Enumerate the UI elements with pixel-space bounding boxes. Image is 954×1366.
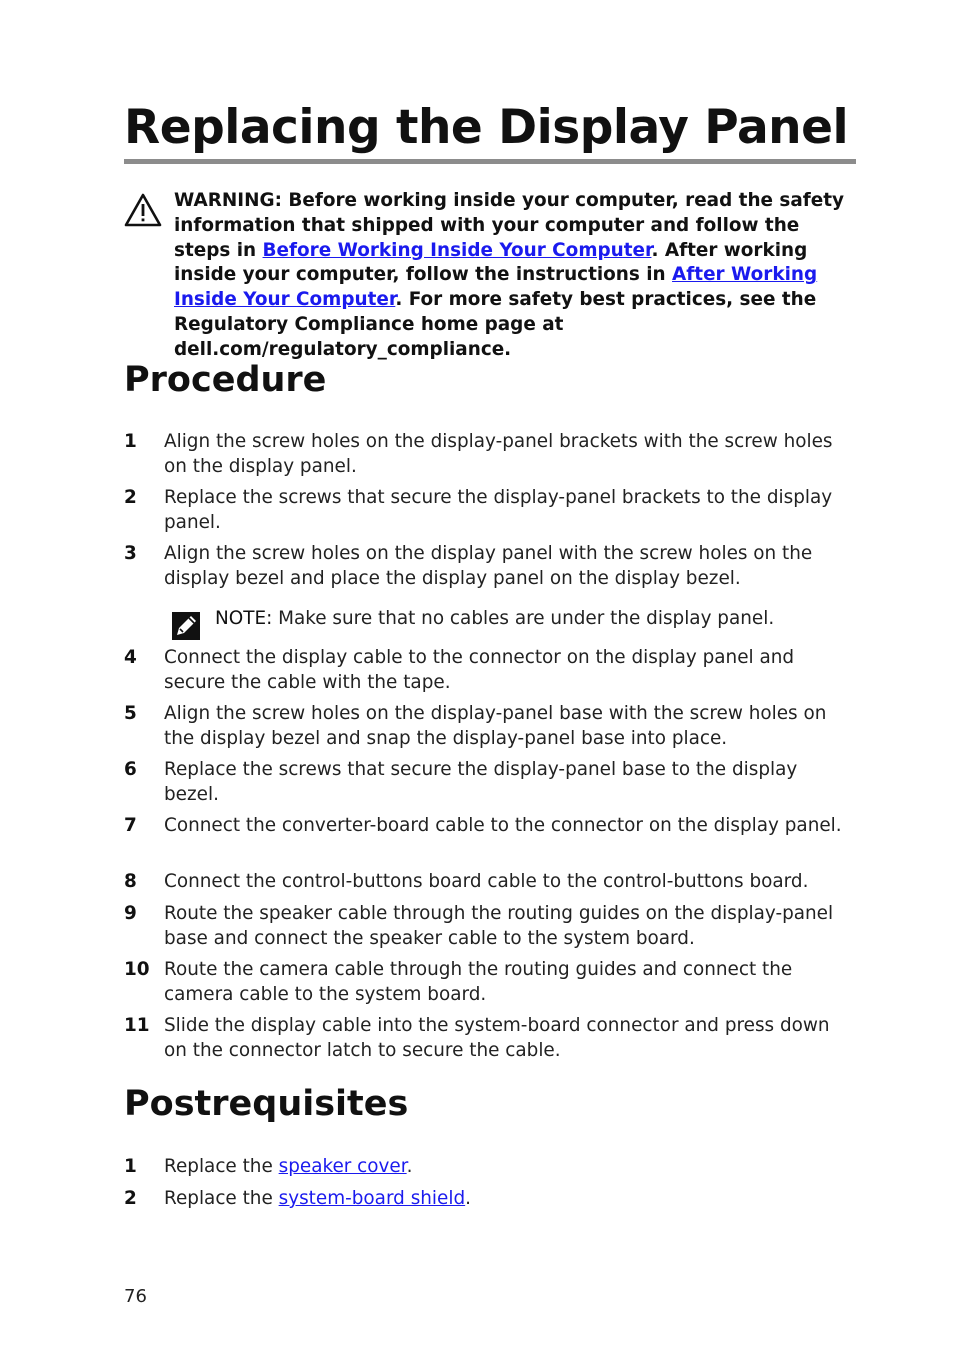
step-number: 9 xyxy=(124,903,137,924)
postrequisites-heading: Postrequisites xyxy=(124,1084,409,1124)
step-text: Route the speaker cable through the routing guides on the display-panel base and connect the speaker cable to the system board. xyxy=(164,903,834,950)
after-working-link[interactable]: After Working Inside Your Computer xyxy=(174,264,818,311)
step-prefix: Replace the xyxy=(164,1156,279,1177)
note-label: NOTE: xyxy=(215,608,273,629)
warning-triangle-icon xyxy=(124,193,162,227)
speaker-cover-link[interactable]: speaker cover xyxy=(278,1156,407,1177)
step-number: 5 xyxy=(124,703,137,724)
note-text xyxy=(215,606,774,631)
step-prefix: Replace the xyxy=(164,1188,279,1209)
step-text: Connect the display cable to the connector on the display panel and secure the cable with the tape. xyxy=(164,647,795,694)
step-number: 6 xyxy=(124,759,137,780)
step-text: Align the screw holes on the display panel with the screw holes on the display bezel and place the display panel on the display bezel. xyxy=(164,543,813,590)
before-working-link[interactable]: Before Working Inside Your Computer xyxy=(262,239,652,261)
page-title: Replacing the Display Panel xyxy=(124,100,849,155)
step-text: Align the screw holes on the display-panel brackets with the screw holes on the display panel. xyxy=(164,431,833,478)
step-number: 1 xyxy=(124,1156,137,1177)
step-number: 8 xyxy=(124,871,137,892)
step-number: 1 xyxy=(124,431,137,452)
step-text: Connect the converter-board cable to the connector on the display panel. xyxy=(164,815,842,836)
step-number: 4 xyxy=(124,647,137,668)
step-text: Route the camera cable through the routing guides and connect the camera cable to the system board. xyxy=(164,959,793,1006)
title-underline xyxy=(124,159,856,164)
step-suffix: . xyxy=(465,1188,472,1209)
step-text xyxy=(164,1186,854,1211)
step-text: Replace the screws that secure the display-panel brackets to the display panel. xyxy=(164,487,833,534)
step-number: 3 xyxy=(124,543,137,564)
step-number: 2 xyxy=(124,487,137,508)
step-number: 11 xyxy=(124,1015,150,1036)
step-text: Connect the control-buttons board cable to the control-buttons board. xyxy=(164,871,809,892)
warning-intro: WARNING: Before working inside your computer, read the safety information that shipped with your computer and follow the steps in xyxy=(174,190,845,261)
warning-middle: . After working inside your computer, follow the instructions in xyxy=(174,239,808,286)
step-number: 2 xyxy=(124,1188,137,1209)
step-text: Align the screw holes on the display-panel base with the screw holes on the display bezel and snap the display-panel base into place. xyxy=(164,703,827,750)
note-body: Make sure that no cables are under the display panel. xyxy=(272,608,775,629)
page-number: 76 xyxy=(124,1286,147,1307)
procedure-heading: Procedure xyxy=(124,360,327,400)
note-pencil-icon xyxy=(172,612,200,640)
step-number: 10 xyxy=(124,959,150,980)
step-suffix: . xyxy=(406,1156,413,1177)
warning-text xyxy=(174,189,854,363)
step-text: Slide the display cable into the system-board connector and press down on the connector latch to secure the cable. xyxy=(164,1015,830,1062)
warning-outro: . For more safety best practices, see the Regulatory Compliance home page at dell.com/regulatory_compliance. xyxy=(174,289,817,360)
step-number: 7 xyxy=(124,815,137,836)
system-board-shield-link[interactable]: system-board shield xyxy=(278,1188,466,1209)
step-text: Replace the screws that secure the display-panel base to the display bezel. xyxy=(164,759,798,806)
step-text xyxy=(164,1154,854,1179)
